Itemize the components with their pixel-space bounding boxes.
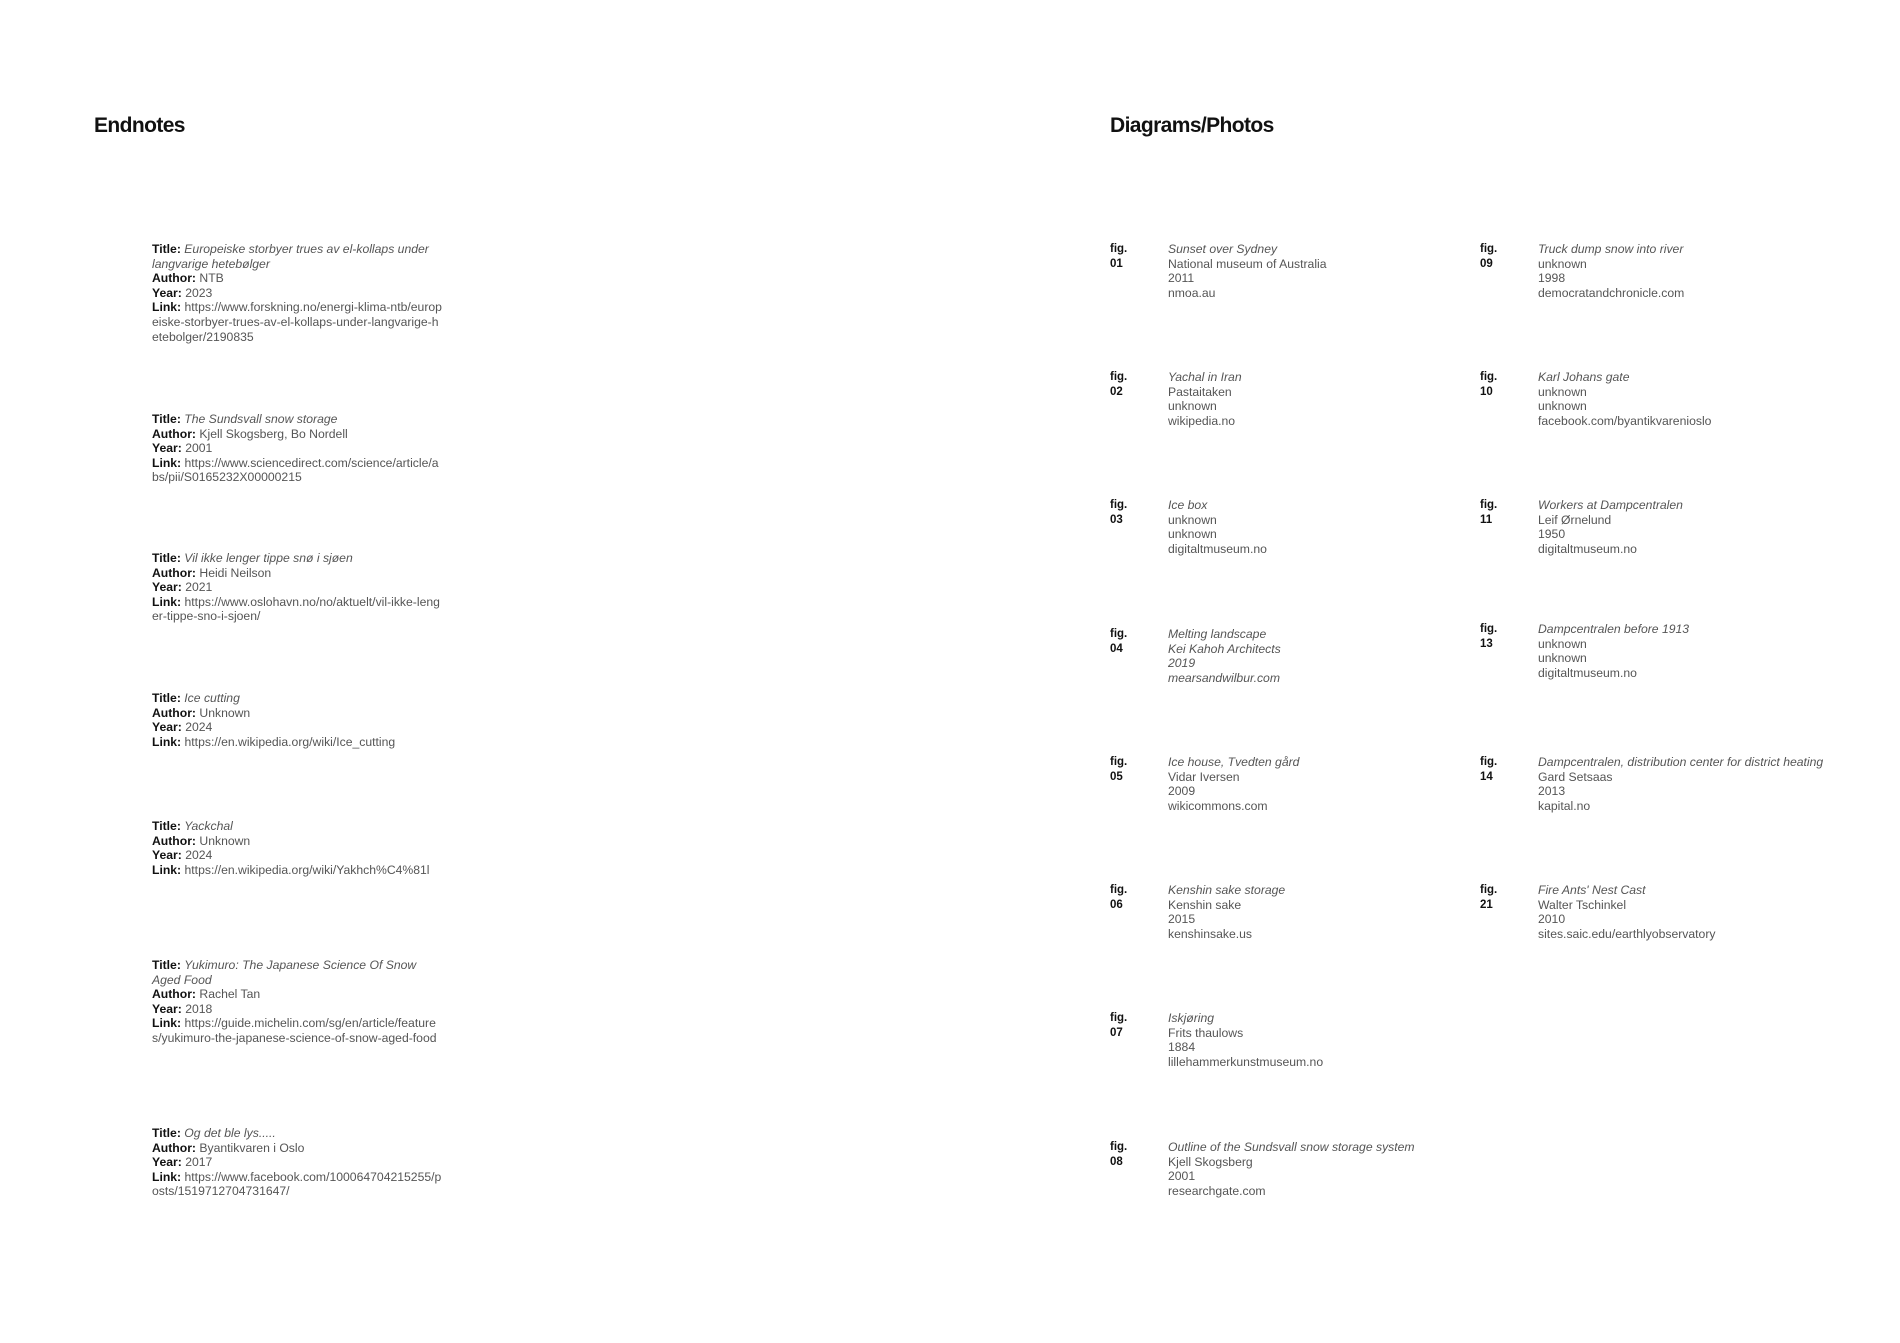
endnote-link-line xyxy=(152,300,442,344)
year-label: Year: xyxy=(152,441,182,456)
figure-title: Melting landscape xyxy=(1168,627,1267,641)
figure-author: Gard Setsaas xyxy=(1538,769,1613,784)
title-label: Title: xyxy=(152,1126,181,1140)
title-label: Title: xyxy=(152,958,181,972)
endnote-year: 2001 xyxy=(185,441,213,456)
figure-author: Vidar Iversen xyxy=(1168,769,1240,784)
endnote-year: 2018 xyxy=(185,1001,213,1016)
figure-title: Outline of the Sundsvall snow storage system xyxy=(1168,1140,1415,1154)
figure-info xyxy=(1538,883,1828,941)
title-label: Title: xyxy=(152,691,181,705)
year-label: Year: xyxy=(152,580,182,595)
endnote-title-line xyxy=(152,242,442,271)
figure-source: digitaltmuseum.no xyxy=(1538,665,1637,680)
figure-title: Sunset over Sydney xyxy=(1168,242,1278,256)
endnote-author-line xyxy=(152,1141,442,1156)
endnote-year: 2017 xyxy=(185,1155,213,1170)
endnote-year-line xyxy=(152,848,442,863)
endnote-title: Vil ikke lenger tippe snø i sjøen xyxy=(184,551,353,565)
figure-info xyxy=(1168,755,1458,813)
endnote-author-line xyxy=(152,427,442,442)
endnote-author: Heidi Neilson xyxy=(199,565,272,580)
endnote-link[interactable]: https://www.facebook.com/100064704215255/posts/1519712704731647/ xyxy=(152,1169,442,1199)
figure-number: fig. 05 xyxy=(1110,756,1128,783)
endnote-year-line xyxy=(152,441,442,456)
figure-year: 2013 xyxy=(1538,784,1566,799)
title-label: Title: xyxy=(152,412,181,426)
figure-info xyxy=(1168,1011,1458,1069)
figure-year: 2010 xyxy=(1538,912,1566,927)
endnote-entry xyxy=(152,819,442,877)
endnote-link-line xyxy=(152,595,442,624)
figure-info xyxy=(1168,1140,1458,1198)
endnote-author: Unknown xyxy=(199,705,251,720)
author-label: Author: xyxy=(152,833,196,848)
figure-source: digitaltmuseum.no xyxy=(1538,541,1637,556)
figure-author: Leif Ørnelund xyxy=(1538,512,1612,527)
endnote-link[interactable]: https://www.oslohavn.no/no/aktuelt/vil-ikke-lenger-tippe-sno-i-sjoen/ xyxy=(152,594,440,624)
link-label: Link: xyxy=(152,1016,182,1031)
endnote-author: Unknown xyxy=(199,833,251,848)
figure-number: fig. 21 xyxy=(1480,884,1498,911)
link-label: Link: xyxy=(152,594,182,609)
figure-year: unknown xyxy=(1168,399,1217,414)
endnote-year: 2024 xyxy=(185,720,213,735)
figure-source: kenshinsake.us xyxy=(1168,926,1253,941)
figure-source: lillehammerkunstmuseum.no xyxy=(1168,1054,1324,1069)
diagrams-photos-heading: Diagrams/Photos xyxy=(1110,114,1274,137)
endnote-link-line xyxy=(152,735,442,750)
figure-year: 1950 xyxy=(1538,527,1566,542)
endnote-title-line xyxy=(152,1126,442,1141)
figure-number: fig. 04 xyxy=(1110,628,1128,655)
figure-source: facebook.com/byantikvarenioslo xyxy=(1538,413,1712,428)
endnote-author-line xyxy=(152,271,442,286)
endnote-link[interactable]: https://www.forskning.no/energi-klima-ntb/europeiske-storbyer-trues-av-el-kollaps-under-langvarige-hetebolger/2190835 xyxy=(152,300,442,344)
figure-title: Karl Johans gate xyxy=(1538,370,1630,384)
figure-year: 2019 xyxy=(1168,656,1196,671)
figure-year: 2009 xyxy=(1168,784,1196,799)
figure-number: fig. 13 xyxy=(1480,623,1498,650)
figure-year: 1884 xyxy=(1168,1040,1196,1055)
figure-info xyxy=(1538,498,1828,556)
figure-number: fig. 10 xyxy=(1480,371,1498,398)
figure-info xyxy=(1538,622,1828,680)
figure-number: fig. 11 xyxy=(1480,499,1498,526)
figure-title: Fire Ants' Nest Cast xyxy=(1538,883,1646,897)
endnote-link[interactable]: https://en.wikipedia.org/wiki/Ice_cutting xyxy=(184,734,396,749)
figure-source: democratandchronicle.com xyxy=(1538,285,1685,300)
figure-info xyxy=(1168,242,1458,300)
figure-title: Ice box xyxy=(1168,498,1208,512)
author-label: Author: xyxy=(152,271,196,286)
endnote-author: Kjell Skogsberg, Bo Nordell xyxy=(199,426,348,441)
link-label: Link: xyxy=(152,300,182,315)
endnote-author-line xyxy=(152,987,442,1002)
year-label: Year: xyxy=(152,285,182,300)
endnote-entry xyxy=(152,412,442,485)
figure-number: fig. 14 xyxy=(1480,756,1498,783)
figure-title: Truck dump snow into river xyxy=(1538,242,1684,256)
figure-author: National museum of Australia xyxy=(1168,256,1327,271)
endnote-author-line xyxy=(152,706,442,721)
endnote-year-line xyxy=(152,580,442,595)
author-label: Author: xyxy=(152,565,196,580)
figure-title: Kenshin sake storage xyxy=(1168,883,1286,897)
figure-source: wikipedia.no xyxy=(1168,413,1236,428)
figure-info xyxy=(1538,755,1828,813)
endnote-link[interactable]: https://www.sciencedirect.com/science/article/abs/pii/S0165232X00000215 xyxy=(152,455,439,485)
endnote-link-line xyxy=(152,456,442,485)
figure-source: mearsandwilbur.com xyxy=(1168,670,1280,685)
figure-author: Kei Kahoh Architects xyxy=(1168,641,1281,656)
figure-info xyxy=(1168,627,1458,685)
link-label: Link: xyxy=(152,1169,182,1184)
endnote-title: Yukimuro: The Japanese Science Of Snow Aged Food xyxy=(152,958,417,987)
endnote-title: Europeiske storbyer trues av el-kollaps under langvarige hetebølger xyxy=(152,242,429,271)
figure-source: nmoa.au xyxy=(1168,285,1216,300)
figure-author: Kjell Skogsberg xyxy=(1168,1154,1253,1169)
figure-author: Walter Tschinkel xyxy=(1538,897,1627,912)
figure-number: fig. 06 xyxy=(1110,884,1128,911)
figure-info xyxy=(1168,370,1458,428)
figure-author: Pastaitaken xyxy=(1168,384,1232,399)
figure-number: fig. 01 xyxy=(1110,243,1128,270)
endnote-title: Og det ble lys..... xyxy=(184,1126,276,1140)
figure-number: fig. 09 xyxy=(1480,243,1498,270)
endnote-title: Yackchal xyxy=(184,819,233,833)
endnote-link-line xyxy=(152,863,442,878)
year-label: Year: xyxy=(152,848,182,863)
figure-source: digitaltmuseum.no xyxy=(1168,541,1267,556)
figure-author: unknown xyxy=(1168,512,1217,527)
title-label: Title: xyxy=(152,551,181,565)
endnote-author-line xyxy=(152,834,442,849)
endnote-title-line xyxy=(152,691,442,706)
endnote-title-line xyxy=(152,412,442,427)
figure-info xyxy=(1168,883,1458,941)
endnotes-heading: Endnotes xyxy=(94,114,185,137)
endnote-author: Rachel Tan xyxy=(199,987,261,1002)
author-label: Author: xyxy=(152,705,196,720)
figure-year: 2001 xyxy=(1168,1169,1196,1184)
author-label: Author: xyxy=(152,987,196,1002)
figure-info xyxy=(1538,370,1828,428)
endnote-year-line xyxy=(152,720,442,735)
figure-year: unknown xyxy=(1538,651,1587,666)
figure-source: sites.saic.edu/earthlyobservatory xyxy=(1538,926,1716,941)
endnote-year: 2021 xyxy=(185,580,213,595)
figure-info xyxy=(1168,498,1458,556)
endnote-year-line xyxy=(152,286,442,301)
endnote-title-line xyxy=(152,819,442,834)
endnote-link[interactable]: https://guide.michelin.com/sg/en/article/features/yukimuro-the-japanese-science-of-snow-aged-food xyxy=(152,1016,437,1045)
endnote-entry xyxy=(152,1126,442,1199)
figure-title: Ice house, Tvedten gård xyxy=(1168,755,1300,769)
figure-author: Kenshin sake xyxy=(1168,897,1242,912)
figure-title: Dampcentralen before 1913 xyxy=(1538,622,1690,636)
author-label: Author: xyxy=(152,426,196,441)
link-label: Link: xyxy=(152,455,182,470)
endnote-year: 2024 xyxy=(185,848,213,863)
endnote-year-line xyxy=(152,1155,442,1170)
title-label: Title: xyxy=(152,242,181,256)
figure-author: Frits thaulows xyxy=(1168,1025,1244,1040)
figure-info xyxy=(1538,242,1828,300)
figure-number: fig. 02 xyxy=(1110,371,1128,398)
figure-source: researchgate.com xyxy=(1168,1183,1266,1198)
endnote-title: The Sundsvall snow storage xyxy=(184,412,338,426)
figure-title: Dampcentralen, distribution center for district heating xyxy=(1538,755,1824,769)
endnote-entry xyxy=(152,242,442,344)
figure-year: unknown xyxy=(1538,399,1587,414)
figure-number: fig. 07 xyxy=(1110,1012,1128,1039)
figure-author: unknown xyxy=(1538,384,1587,399)
endnote-author: Byantikvaren i Oslo xyxy=(199,1140,305,1155)
figure-title: Iskjøring xyxy=(1168,1011,1215,1025)
endnote-author: NTB xyxy=(199,271,224,286)
year-label: Year: xyxy=(152,1155,182,1170)
endnote-author-line xyxy=(152,566,442,581)
link-label: Link: xyxy=(152,734,182,749)
figure-number: fig. 08 xyxy=(1110,1141,1128,1168)
endnote-link-line xyxy=(152,1016,442,1045)
endnote-entry xyxy=(152,691,442,749)
endnote-title: Ice cutting xyxy=(184,691,240,705)
endnote-entry xyxy=(152,958,442,1046)
endnote-year: 2023 xyxy=(185,285,213,300)
figure-source: kapital.no xyxy=(1538,798,1591,813)
link-label: Link: xyxy=(152,862,182,877)
year-label: Year: xyxy=(152,1001,182,1016)
endnote-link[interactable]: https://en.wikipedia.org/wiki/Yakhch%C4%81l xyxy=(184,862,430,877)
figure-year: 2015 xyxy=(1168,912,1196,927)
figure-number: fig. 03 xyxy=(1110,499,1128,526)
figure-title: Yachal in Iran xyxy=(1168,370,1242,384)
endnote-title-line xyxy=(152,958,442,987)
figure-year: unknown xyxy=(1168,527,1217,542)
figure-source: wikicommons.com xyxy=(1168,798,1268,813)
figure-author: unknown xyxy=(1538,636,1587,651)
figure-author: unknown xyxy=(1538,256,1587,271)
year-label: Year: xyxy=(152,720,182,735)
author-label: Author: xyxy=(152,1140,196,1155)
endnote-link-line xyxy=(152,1170,442,1199)
figure-title: Workers at Dampcentralen xyxy=(1538,498,1683,512)
endnote-title-line xyxy=(152,551,442,566)
endnote-entry xyxy=(152,551,442,624)
figure-year: 2011 xyxy=(1168,271,1195,286)
figure-year: 1998 xyxy=(1538,271,1566,286)
title-label: Title: xyxy=(152,819,181,833)
endnote-year-line xyxy=(152,1002,442,1017)
